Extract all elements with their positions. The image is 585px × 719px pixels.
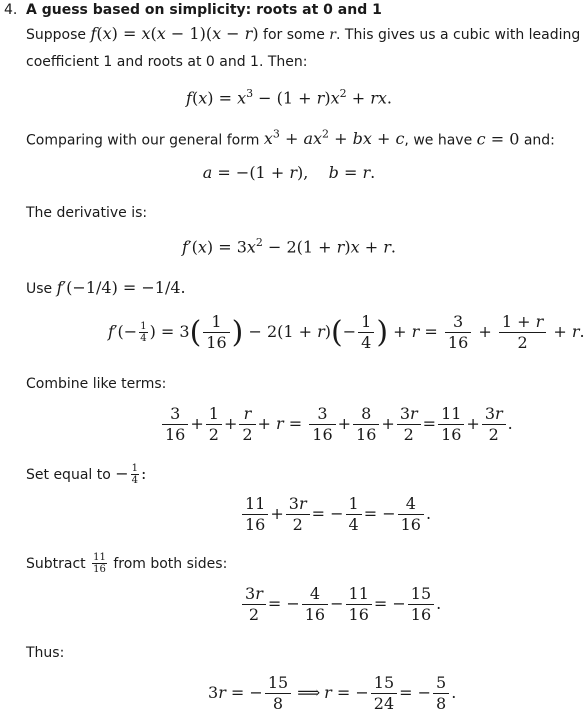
equation-set-equal: $\frac{11}{16}$ + $\frac{3r}{2}$ = − $\frac{1}{4}$ = − $\frac{4}{16}$ .: [240, 494, 431, 535]
suppose-line-2: coefficient 1 and roots at 0 and 1. Then:: [26, 54, 308, 70]
general-form-math: $x^3 + ax^2$ + bx + c: [263, 128, 405, 149]
set-equal-line: [26, 463, 146, 486]
item-number: 4.: [4, 2, 18, 18]
equation-a-b: a = −(1 + r), b = r.: [202, 163, 376, 182]
subtract-pre-text: Subtract: [26, 556, 86, 572]
comparing-line: [26, 125, 555, 150]
equation-f-expanded: $f(x) = x^3 - (1 + r)x^2$ + rx.: [186, 87, 392, 108]
equation-subtract: $\frac{3r}{2}$ = − $\frac{4}{16}$ − $\frac{11}{16}$ = − $\frac{15}{16}$ .: [240, 584, 441, 625]
use-line: [26, 278, 186, 299]
combine-text: Combine like terms:: [26, 376, 167, 392]
equation-substitution: f′(− $\frac{1}{4}$ ) = 3( $\frac{1}{16}$ ) − 2(1 + r)(− $\frac{1}{4}$ ) + r = $\frac{3}{16}$ + $\frac{1 + r}{2}$ + r.: [108, 312, 585, 352]
thus-text: Thus:: [26, 645, 65, 661]
eleven-sixteenths-math: $\frac{11}{16}$: [93, 552, 106, 575]
comparing-pre-text: Comparing with our general form: [26, 132, 260, 149]
section-heading: A guess based on simplicity: roots at 0 and 1: [26, 2, 382, 18]
equation-final: 3r = − $\frac{15}{8}$ ⟹ r = − $\frac{15}{24}$ = − $\frac{5}{8}$ .: [208, 673, 457, 713]
condition-math: f′(−1/4) = −1/4.: [56, 278, 186, 297]
equation-derivative: $f'(x) = 3x^2 - 2(1 + r)x + r$.: [182, 236, 396, 257]
neg-quarter-math: − $\frac{1}{4}$ :: [115, 463, 147, 486]
f-definition-math: f(x) = x(x − 1)(x − r): [90, 24, 259, 43]
comparing-end-text: and:: [523, 132, 555, 149]
use-text: Use: [26, 281, 53, 297]
suppose-mid-text: for some: [263, 27, 325, 43]
suppose-line-1: [26, 24, 580, 45]
comparing-post-text: , we have: [404, 132, 473, 149]
derivative-text: The derivative is:: [26, 205, 148, 221]
suppose-pre-text: Suppose: [26, 27, 87, 43]
subtract-post-text: from both sides:: [113, 556, 228, 572]
equation-combine: $\frac{3}{16}$ + $\frac{1}{2}$ + $\frac{r}{2}$ + r = $\frac{3}{16}$ + $\frac{8}{16}$ + $\frac{3r}{2}$ = $\frac{11}{16}$ + $\frac{3r}{2}$ .: [160, 404, 513, 445]
c-equals-zero-math: c = 0: [476, 129, 520, 149]
set-equal-text: Set equal to: [26, 467, 111, 483]
suppose-post-text: . This gives us a cubic with leading: [336, 27, 581, 43]
subtract-line: [26, 552, 227, 575]
r-symbol: r: [329, 27, 336, 43]
